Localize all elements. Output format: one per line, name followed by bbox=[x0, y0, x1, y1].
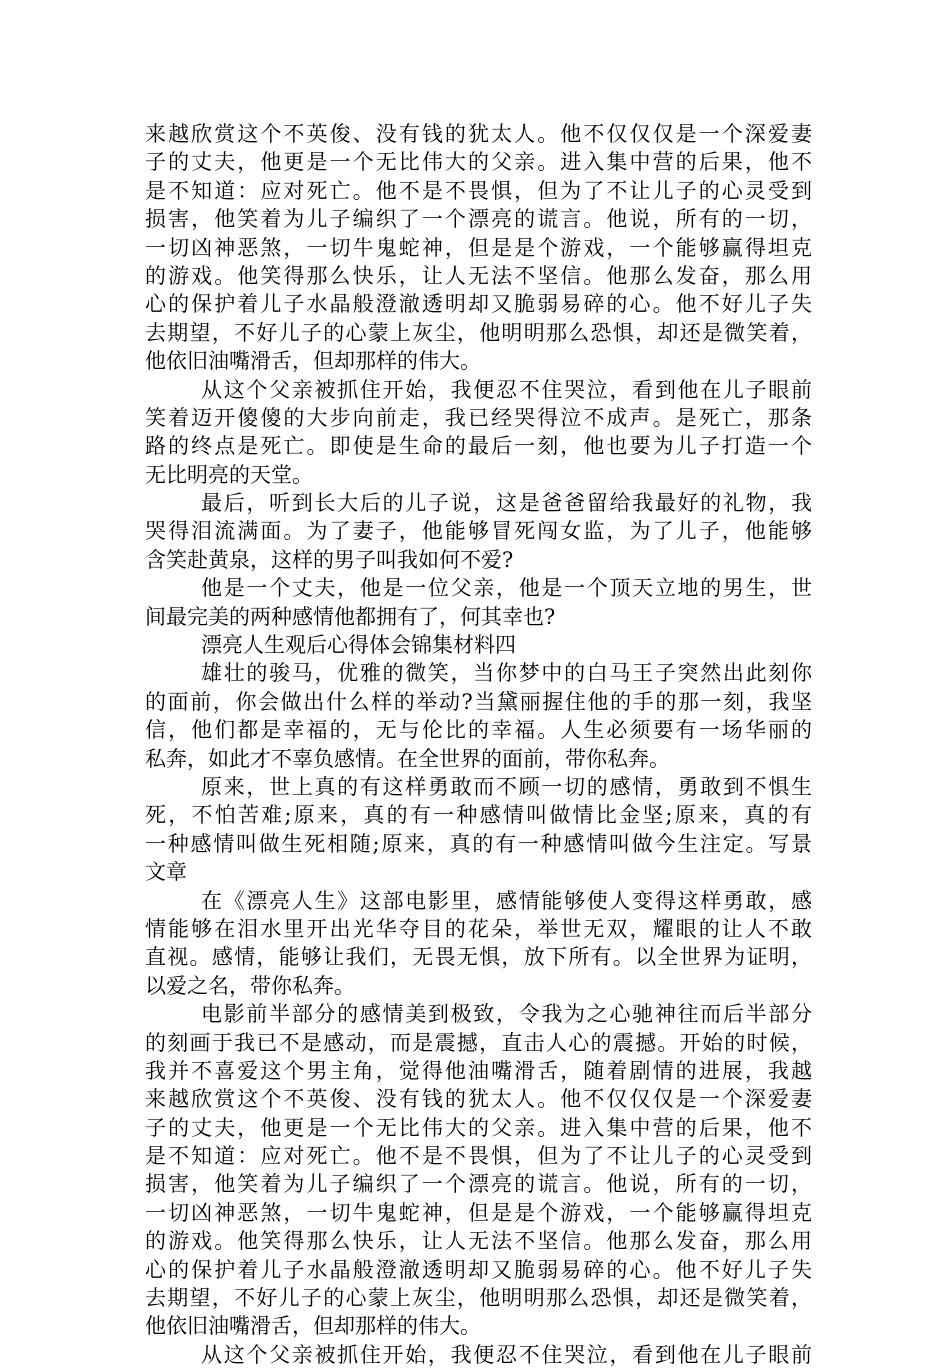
text-line: 路的终点是死亡。即使是生命的最后一刻，他也要为儿子打造一个 bbox=[145, 434, 812, 459]
text-line: 最后，听到长大后的儿子说，这是爸爸留给我最好的礼物，我 bbox=[201, 491, 812, 516]
text-line: 电影前半部分的感情美到极致，令我为之心驰神往而后半部分 bbox=[201, 1002, 812, 1027]
text-line: 来越欣赏这个不英俊、没有钱的犹太人。他不仅仅仅是一个深爱妻 bbox=[145, 1087, 812, 1112]
text-line: 是不知道：应对死亡。他不是不畏惧，但为了不让儿子的心灵受到 bbox=[145, 178, 812, 203]
text-line: 在《漂亮人生》这部电影里，感情能够使人变得这样勇敢，感 bbox=[201, 888, 812, 913]
text-line: 去期望，不好儿子的心蒙上灰尘，他明明那么恐惧，却还是微笑着， bbox=[145, 320, 812, 345]
text-line: 含笑赴黄泉，这样的男子叫我如何不爱? bbox=[145, 547, 514, 572]
text-line: 我并不喜爱这个男主角，觉得他油嘴滑舌，随着剧情的进展，我越 bbox=[145, 1058, 812, 1083]
text-line: 子的丈夫，他更是一个无比伟大的父亲。进入集中营的后果，他不 bbox=[145, 1115, 812, 1140]
text-line: 以爱之名，带你私奔。 bbox=[145, 973, 355, 998]
text-line: 心的保护着儿子水晶般澄澈透明却又脆弱易碎的心。他不好儿子失 bbox=[145, 292, 812, 317]
text-line: 心的保护着儿子水晶般澄澈透明却又脆弱易碎的心。他不好儿子失 bbox=[145, 1257, 812, 1282]
text-line: 从这个父亲被抓住开始，我便忍不住哭泣，看到他在儿子眼前 bbox=[201, 1342, 812, 1367]
text-line: 笑着迈开傻傻的大步向前走，我已经哭得泣不成声。是死亡，那条 bbox=[145, 405, 812, 430]
text-line: 的游戏。他笑得那么快乐，让人无法不坚信。他那么发奋，那么用 bbox=[145, 1229, 812, 1254]
text-line: 损害，他笑着为儿子编织了一个漂亮的谎言。他说，所有的一切， bbox=[145, 1172, 812, 1197]
text-line: 雄壮的骏马，优雅的微笑，当你梦中的白马王子突然出此刻你 bbox=[201, 661, 812, 686]
text-line: 的刻画于我已不是感动，而是震撼，直击人心的震撼。开始的时候， bbox=[145, 1030, 812, 1055]
text-line: 从这个父亲被抓住开始，我便忍不住哭泣，看到他在儿子眼前 bbox=[201, 377, 812, 402]
text-line: 私奔，如此才不辜负感情。在全世界的面前，带你私奔。 bbox=[145, 746, 670, 771]
text-line: 原来，世上真的有这样勇敢而不顾一切的感情，勇敢到不惧生 bbox=[201, 774, 812, 799]
text-line: 他依旧油嘴滑舌，但却那样的伟大。 bbox=[145, 349, 481, 374]
text-line: 损害，他笑着为儿子编织了一个漂亮的谎言。他说，所有的一切， bbox=[145, 207, 812, 232]
text-line: 来越欣赏这个不英俊、没有钱的犹太人。他不仅仅仅是一个深爱妻 bbox=[145, 122, 812, 146]
text-line: 情能够在泪水里开出光华夺目的花朵，举世无双，耀眼的让人不敢 bbox=[145, 916, 812, 941]
text-line: 死，不怕苦难;原来，真的有一种感情叫做情比金坚;原来，真的有 bbox=[145, 803, 812, 828]
text-line: 是不知道：应对死亡。他不是不畏惧，但为了不让儿子的心灵受到 bbox=[145, 1144, 812, 1169]
text-line: 去期望，不好儿子的心蒙上灰尘，他明明那么恐惧，却还是微笑着， bbox=[145, 1286, 812, 1311]
text-line: 直视。感情，能够让我们，无畏无惧，放下所有。以全世界为证明， bbox=[145, 945, 812, 970]
text-line: 的面前，你会做出什么样的举动?当黛丽握住他的手的那一刻，我坚 bbox=[145, 689, 812, 714]
text-line: 漂亮人生观后心得体会锦集材料四 bbox=[201, 633, 516, 658]
text-line: 他依旧油嘴滑舌，但却那样的伟大。 bbox=[145, 1314, 481, 1339]
text-line: 的游戏。他笑得那么快乐，让人无法不坚信。他那么发奋，那么用 bbox=[145, 263, 812, 288]
text-line: 间最完美的两种感情他都拥有了，何其幸也? bbox=[145, 604, 556, 629]
text-line: 一种感情叫做生死相随;原来，真的有一种感情叫做今生注定。写景 bbox=[145, 831, 812, 856]
text-line: 信，他们都是幸福的，无与伦比的幸福。人生必须要有一场华丽的 bbox=[145, 718, 812, 743]
text-line: 无比明亮的天堂。 bbox=[145, 462, 313, 487]
text-line: 一切凶神恶煞，一切牛鬼蛇神，但是是个游戏，一个能够赢得坦克 bbox=[145, 1200, 812, 1225]
text-line: 他是一个丈夫，他是一位父亲，他是一个顶天立地的男生，世 bbox=[201, 576, 812, 601]
text-line: 哭得泪流满面。为了妻子，他能够冒死闯女监，为了儿子，他能够 bbox=[145, 519, 812, 544]
text-line: 一切凶神恶煞，一切牛鬼蛇神，但是是个游戏，一个能够赢得坦克 bbox=[145, 235, 812, 260]
text-line: 子的丈夫，他更是一个无比伟大的父亲。进入集中营的后果，他不 bbox=[145, 150, 812, 175]
document-body bbox=[145, 120, 812, 1369]
text-line: 文章 bbox=[145, 860, 187, 885]
